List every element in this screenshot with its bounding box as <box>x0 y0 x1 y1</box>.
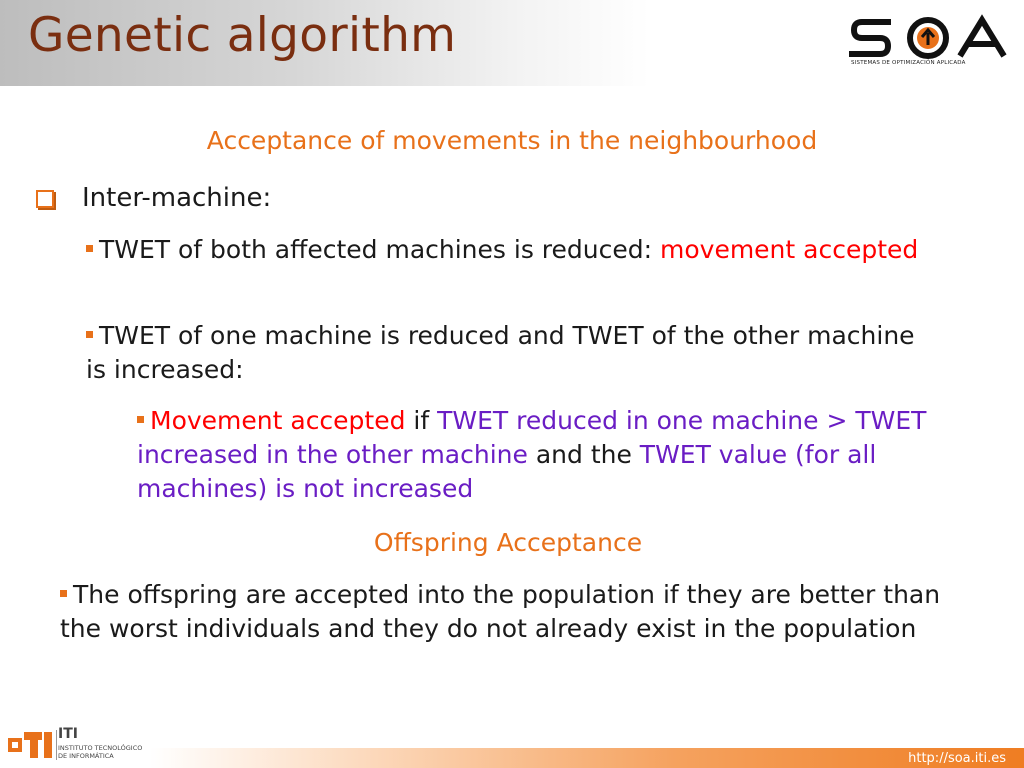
bullet-both-reduced <box>86 233 926 267</box>
bullet1-text: TWET of both affected machines is reduced: <box>99 235 660 264</box>
iti-subtitle-line2: DE INFORMÁTICA <box>58 752 114 760</box>
slide-title: Genetic algorithm <box>28 8 457 63</box>
bullet4-text: The offspring are accepted into the population if they are better than the worst individuals and they do not already exist in the population <box>60 580 941 643</box>
bullet3-if: if <box>405 406 438 435</box>
section-heading-offspring: Offspring Acceptance <box>373 528 643 557</box>
bullet3-condition: TWET reduced in one machine > TWET increased in the other machine <box>137 406 927 469</box>
bullet3-and-the: and the <box>527 440 640 469</box>
iti-subtitle-line1: INSTITUTO TECNOLÓGICO <box>58 744 143 752</box>
checkbox-bullet-icon <box>36 190 54 208</box>
bullet2-text: TWET of one machine is reduced and TWET of the other machine is increased: <box>86 321 915 384</box>
section-heading-movements: Acceptance of movements in the neighbourhood <box>206 126 818 155</box>
bullet1-highlight: movement accepted <box>660 235 919 264</box>
square-bullet-icon <box>86 245 93 252</box>
iti-subtitle <box>58 744 142 760</box>
footer-url-link[interactable]: http://soa.iti.es <box>908 751 1006 766</box>
iti-divider <box>56 730 57 760</box>
level1-bullet-text: Inter-machine: <box>82 183 272 213</box>
bullet-movement-condition <box>137 404 937 506</box>
iti-name: ITI <box>58 726 78 742</box>
bullet3-accepted: Movement accepted <box>150 406 406 435</box>
square-bullet-icon <box>60 590 67 597</box>
iti-logo-icon <box>8 728 54 760</box>
bullet-offspring <box>60 578 980 646</box>
square-bullet-icon <box>86 331 93 338</box>
square-bullet-icon <box>137 416 144 423</box>
soa-logo-subtitle: SISTEMAS DE OPTIMIZACIÓN APLICADA <box>851 60 966 66</box>
bullet-one-reduced-one-increased <box>86 319 926 387</box>
footer-bar <box>150 748 1024 768</box>
bullet3-twet-value: TWET value (for all machines) is not increased <box>137 440 877 503</box>
